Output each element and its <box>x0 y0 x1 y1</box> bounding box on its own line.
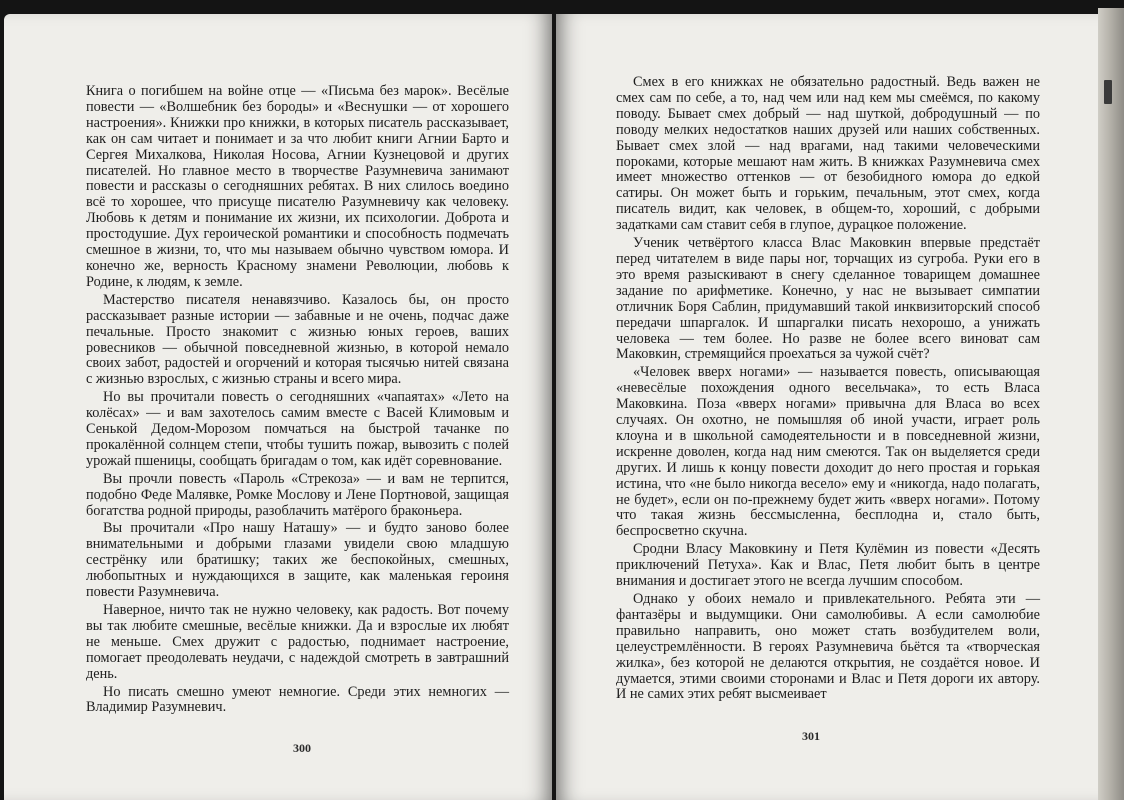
paragraph: «Человек вверх ногами» — называется повесть, описывающая «невесёлые похождения одного весельчака», то есть Власа Маковкина. Поза «вверх ногами» привычна для Власа во всех случаях. Он охотно, не помышляя об иной участи, играет роль клоуна и в школьной самодеятельности и в повседневной жизни, искренне доволен, когда над ним смеются. Так он выделяется среди других. И лишь к концу повести доходит до него простая и горькая истина, что «не было никогда весело» ему и «никогда, надо полагать, не будет», если он по-прежнему будет жить «вверх ногами». Потому что такая жизнь бессмысленна, бесплодна и, стало быть, беспросветно скучна. <box>616 364 1040 540</box>
paragraph: Вы прочитали «Про нашу Наташу» — и будто заново более внимательными и добрыми глазами увидели свою младшую сестрёнку или братишку; таких же беспокойных, смешных, любопытных и нуждающихся в защите, как маленькая героиня повести Разумневича. <box>86 520 509 601</box>
book-page-edges <box>1098 8 1124 800</box>
paragraph: Сродни Власу Маковкину и Петя Кулёмин из повести «Десять приключений Петуха». Как и Влас, Петя любит быть в центре внимания и достигает этого не всегда лучшим способом. <box>616 541 1040 590</box>
paragraph: Вы прочли повесть «Пароль «Стрекоза» — и вам не терпится, подобно Феде Малявке, Ромке Мослову и Лене Портновой, защищая богатства родной природы, разоблачить матёрого браконьера. <box>86 470 509 519</box>
paragraph: Мастерство писателя ненавязчиво. Казалось бы, он просто рассказывает разные истории — забавные и не очень, подчас даже печальные. Просто знакомит с жизнью юных героев, ваших ровесников — обычной повседневной жизнью, в которой немало своих забот, радостей и огорчений и которая тысячью нитей связана с жизнью взрослых, с жизнью страны и всего мира. <box>86 291 509 388</box>
paragraph: Книга о погибшем на войне отце — «Письма без марок». Весёлые повести — «Волшебник без бороды» и «Веснушки — от хорошего настроения». Книжки про книжки, в которых писатель рассказывает, как он сам читает и понимает и за что любит книги Агнии Барто и Сергея Михалкова, Николая Носова, Агнии Кузнецовой и других писателей. Но главное место в творчестве Разумневича занимают повести и рассказы о сегодняшних ребятах. В них слилось воедино всё то хорошее, что присуще писателю Разумневичу как человеку. Любовь к детям и понимание их жизни, их психологии. Доброта и простодушие. Дух героической романтики и способность подмечать смешное в жизни, то, что мы называем обычно чувством юмора. И конечно же, верность Красному знамени Революции, любовь к Родине, к людям, к земле. <box>86 83 509 290</box>
left-page <box>4 14 552 800</box>
page-number-right: 301 <box>802 729 820 743</box>
paragraph: Наверное, ничто так не нужно человеку, как радость. Вот почему вы так любите смешные, весёлые книжки. Да и взрослые их любят не меньше. Смех дружит с радостью, поднимает настроение, помогает преодолевать неудачи, с надеждой смотреть в завтрашний день. <box>86 602 509 682</box>
left-page-text <box>86 84 509 718</box>
right-page <box>556 14 1104 800</box>
paragraph: Ученик четвёртого класса Влас Маковкин впервые предстаёт перед читателем в виде пары ног, торчащих из сугроба. Руки его в это время разыскивают в снегу сделанное товарищем домашнее задание по арифметике. Конечно, у нас не вызывает симпатии отличник Боря Саблин, придумавший такой инквизиторский способ передачи шпаргалок. И шпаргалки писать нехорошо, а унижать человека — тем более. Но разве не более всего виноват сам Маковкин, стремящийся проехаться за чужой счёт? <box>616 235 1040 363</box>
page-number-left: 300 <box>293 741 311 755</box>
paragraph: Но вы прочитали повесть о сегодняшних «чапаятах» «Лето на колёсах» — и вам захотелось самим вместе с Васей Климовым и Сенькой Дедом-Морозом помчаться на быстрой тачанке по прокалённой солнцем степи, чтобы тушить пожар, вывозить с полей урожай пшеницы, сообщать бригадам о том, как идёт соревнование. <box>86 389 509 469</box>
right-page-text <box>616 75 1040 705</box>
bookmark-tab <box>1104 80 1112 104</box>
paragraph: Смех в его книжках не обязательно радостный. Ведь важен не смех сам по себе, а то, над чем или над кем мы смеёмся, по какому поводу. Бывает смех добрый — над шуткой, добродушный — по поводу мелких недостатков наших друзей или наших собственных. Бывает смех злой — над врагами, над такими человеческими пороками, которые мешают нам жить. В книжках Разумневича смех имеет множество оттенков — от безобидного юмора до едкой сатиры. Он может быть и горьким, печальным, этот смех, когда писатель видит, как человек, в общем-то, хороший, с добрыми задатками сам ставит себя в глупое, дурацкое положение. <box>616 74 1040 234</box>
paragraph: Но писать смешно умеют немногие. Среди этих немногих — Владимир Разумневич. <box>86 683 509 716</box>
paragraph: Однако у обоих немало и привлекательного. Ребята эти — фантазёры и выдумщики. Они самолюбивы. А если самолюбие правильно направить, оно может стать возбудителем воли, целеустремлённости. В героях Разумневича бьётся та «творческая жилка», без которой не делаются открытия, не создаётся новое. И думается, этими своими сторонами и Влас и Петя дороги их автору. И не самих этих ребят высмеивает <box>616 591 1040 703</box>
